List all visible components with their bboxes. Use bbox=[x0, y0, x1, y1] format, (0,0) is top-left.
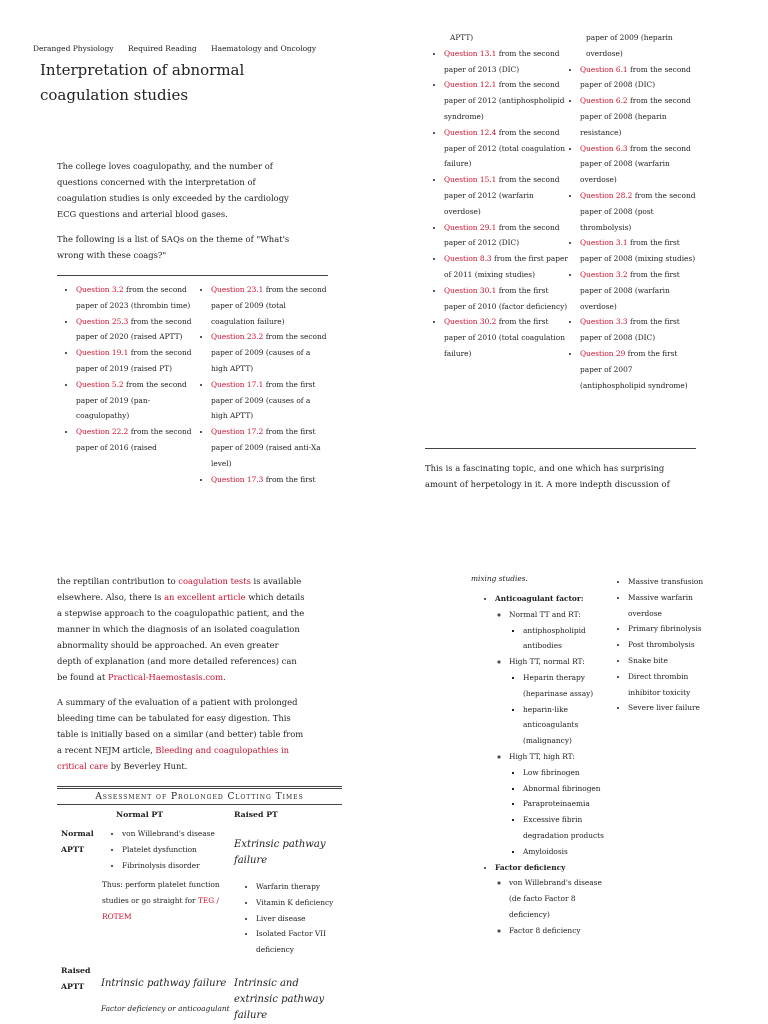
saq-question-link[interactable]: Question 25.3 bbox=[76, 316, 129, 326]
saq-list-item bbox=[211, 424, 327, 471]
list-item: • Direct thrombin inhibitor toxicity bbox=[628, 669, 714, 701]
intro-paragraph-2: The following is a list of SAQs on the theme of "What's wrong with these coags?" bbox=[57, 234, 290, 260]
saq-question-link[interactable]: Question 19.1 bbox=[76, 348, 129, 358]
saq-question-link[interactable]: Question 13.1 bbox=[444, 48, 497, 58]
saq-list-item bbox=[580, 346, 696, 393]
saq-question-desc: from the first paper of 2008 (DIC) bbox=[580, 317, 680, 343]
anticoagulant-factor-label: Anticoagulant factor: bbox=[495, 594, 584, 603]
table-header-normal-pt: Normal PT bbox=[116, 810, 164, 819]
saq-question-desc: from the second paper of 2012 (warfarin overdose) bbox=[444, 175, 560, 216]
saq-list-item bbox=[580, 141, 696, 188]
list-item: ▪ Heparin therapy (heparinase assay) bbox=[523, 670, 615, 702]
saq-list-item bbox=[76, 314, 200, 346]
saq-list-item bbox=[444, 172, 570, 219]
saq-question-link[interactable]: Question 6.3 bbox=[580, 143, 628, 153]
table-list-item: • Isolated Factor VII deficiency bbox=[256, 926, 344, 958]
saq-question-link[interactable]: Question 29.1 bbox=[444, 222, 497, 232]
saq-question-link[interactable]: Question 22.2 bbox=[76, 427, 129, 437]
saq-question-link[interactable]: Question 23.1 bbox=[211, 285, 264, 294]
list-item: • Snake bite bbox=[628, 653, 714, 669]
table-cell-raised-normal-title: Intrinsic pathway failure bbox=[101, 978, 227, 989]
breadcrumb-link-deranged-physiology[interactable]: Deranged Physiology bbox=[33, 44, 114, 53]
table-header-raised-pt: Raised PT bbox=[234, 810, 278, 819]
list-item: ▪ Paraproteinaemia bbox=[523, 796, 615, 812]
table-caption: Assessment of Prolonged Clotting Times bbox=[95, 792, 304, 802]
saq-list-item bbox=[76, 345, 200, 377]
saq-question-desc: from the first paper of 2008 (warfarin overdose) bbox=[580, 269, 680, 311]
table-list-item: • Liver disease bbox=[256, 911, 344, 927]
list-item: • Massive warfarin overdose bbox=[628, 590, 714, 622]
link-coagulation-tests[interactable]: coagulation tests bbox=[178, 576, 251, 586]
saq-question-desc: from the second paper of 2008 (heparin resistance) bbox=[580, 96, 691, 137]
link-teg-rotem[interactable]: TEG / ROTEM bbox=[102, 896, 220, 921]
saq-list-item bbox=[444, 125, 570, 172]
saq-question-desc: from the first paper of 2007 (antiphospholipid syndrome) bbox=[580, 348, 688, 390]
lower-paragraph-1: the reptilian contribution to coagulation tests is available elsewhere. Also, there is an excellent article which details a stepwise approach to the coagulopathic patient, and the manner in which the diagnosis of an isolated coagulation abnormality should be approached. An even greater depth of explanation (and more detailed references) can be found at Practical-Haemostasis.com. bbox=[57, 576, 305, 682]
saq-list-item bbox=[580, 188, 696, 235]
table-caption-rule bbox=[57, 804, 342, 805]
saq-question-link[interactable]: Question 12.1 bbox=[444, 80, 497, 90]
list-item: • Primary fibrinolysis bbox=[628, 621, 714, 637]
saq-question-link[interactable]: Question 6.2 bbox=[580, 96, 628, 106]
saq-question-desc: from the second paper of 2019 (pan-coagulopathy) bbox=[76, 379, 187, 421]
mixing-studies-text: mixing studies. bbox=[471, 574, 528, 583]
table-row-header-raised-aptt: Raised APTT bbox=[61, 966, 91, 991]
saq-list-item bbox=[444, 46, 570, 78]
saq-question-desc: from the first paper of 2011 (mixing studies) bbox=[444, 254, 568, 279]
saq-question-link[interactable]: Question 3.2 bbox=[76, 285, 124, 294]
intro-paragraph-1: The college loves coagulopathy, and the number of questions concerned with the interpretation of coagulation studies is only exceeded by the cardiology ECG questions and arterial blood gases. bbox=[57, 161, 289, 219]
divider bbox=[57, 275, 328, 276]
saq-question-link[interactable]: Question 28.2 bbox=[580, 190, 633, 200]
saq-question-desc: from the first paper of 2009 (raised anti-Xa level) bbox=[211, 427, 321, 468]
saq-question-desc: from the second paper of 2009 (causes of a high APTT) bbox=[211, 332, 327, 373]
saq-question-link[interactable]: Question 30.1 bbox=[444, 285, 497, 295]
table-cell-raised-raised-title: Intrinsic and extrinsic pathway failure bbox=[234, 978, 325, 1021]
breadcrumb bbox=[33, 44, 328, 53]
saq-question-desc: from the second paper of 2012 (total coagulation failure) bbox=[444, 127, 566, 169]
breadcrumb-link-haematology[interactable]: Haematology and Oncology bbox=[211, 44, 317, 53]
link-nejm-article[interactable]: Bleeding and coagulopathies in critical care bbox=[57, 745, 290, 771]
saq-question-desc: from the second paper of 2008 (post thrombolysis) bbox=[580, 190, 696, 232]
table-cell-normal-normal: • von Willebrand's disease • Platelet dysfunction • Fibrinolysis disorder Thus: perform platelet function studies or go straight for TEG / ROTEM bbox=[102, 826, 234, 925]
saq-list-item bbox=[444, 314, 570, 361]
saq-list-item bbox=[76, 377, 200, 424]
list-item: ▪ heparin-like anticoagulants (malignancy) bbox=[523, 702, 615, 749]
saq-question-desc: from the second paper of 2019 (raised PT) bbox=[76, 348, 192, 373]
list-item: ◦ von Willebrand's disease (de facto Factor 8 deficiency) bbox=[509, 875, 615, 922]
lower-paragraph-2: A summary of the evaluation of a patient with prolonged bleeding time can be tabulated for easy digestion. This table is initially based on a similar (and better) table from a recent NEJM article, Bleeding and coagulopathies in critical care by Beverley Hunt. bbox=[57, 697, 304, 771]
saq-list-item bbox=[76, 424, 200, 456]
saq-question-link[interactable]: Question 30.2 bbox=[444, 317, 497, 327]
saq-list-item bbox=[211, 377, 327, 424]
table-list-item: • Vitamin K deficiency bbox=[256, 895, 344, 911]
list-item: ▪ Amyloidosis bbox=[523, 844, 615, 860]
saq-question-desc: from the first paper of 2008 (mixing studies) bbox=[580, 238, 696, 264]
saq-question-link[interactable]: Question 15.1 bbox=[444, 175, 497, 185]
saq-question-link[interactable]: Question 3.2 bbox=[580, 269, 628, 279]
saq-question-link[interactable]: Question 17.1 bbox=[211, 379, 264, 389]
table-row-header-normal-aptt: Normal APTT bbox=[61, 829, 94, 854]
saq-question-link[interactable]: Question 23.2 bbox=[211, 332, 264, 342]
list-item: • Severe liver failure bbox=[628, 700, 714, 716]
divider bbox=[425, 448, 696, 449]
saq-list-item bbox=[444, 251, 570, 283]
saq-question-desc: from the first paper of 2009 (causes of a high APTT) bbox=[211, 379, 316, 421]
saq-question-desc: from the first paper of 2010 (factor deficiency) bbox=[444, 285, 568, 311]
saq-question-link[interactable]: Question 3.1 bbox=[580, 238, 628, 248]
list-item: ▪ Excessive fibrin degradation products bbox=[523, 812, 615, 844]
saq-question-link[interactable]: Question 5.2 bbox=[76, 379, 124, 389]
saq-question-link[interactable]: Question 3.3 bbox=[580, 317, 628, 327]
table-list-item: • Platelet dysfunction bbox=[122, 842, 234, 858]
saq-question-link[interactable]: Question 17.2 bbox=[211, 427, 264, 437]
saq-list-item bbox=[580, 235, 696, 267]
saq-list-item bbox=[76, 282, 200, 314]
table-list-item: • Warfarin therapy bbox=[256, 879, 344, 895]
saq-question-desc: from the second paper of 2009 (total coagulation failure) bbox=[211, 285, 327, 326]
saq-question-desc: from the second paper of 2008 (warfarin overdose) bbox=[580, 143, 691, 185]
saq-list-col1 bbox=[64, 282, 200, 456]
table-cell-raised-normal-note: Factor deficiency or anticoagulant bbox=[101, 1004, 230, 1013]
saq-list-col4: paper of 2009 (heparin overdose) • Question 6.1 from the second paper of 2008 (DIC) • Question 6.2 from the second paper of 2008 (heparin resistance) • Question 6.3 from the second paper of 2008 (warfarin overdose) • Question 28.2 from the second paper of 2008 (post thrombolysis) • Question 3.1 from the first paper of 2008 (mixing studies) • Question 3.2 from the first paper of 2008 (warfarin overdose) • Question 3.3 from the first paper of 2008 (DIC) • Question 29 from the first paper of 2007 (antiphospholipid syndrome) bbox=[568, 30, 696, 393]
saq-list-item bbox=[580, 62, 696, 94]
table-list-item: • Fibrinolysis disorder bbox=[122, 858, 234, 874]
saq-list-item bbox=[211, 282, 327, 329]
breadcrumb-link-required-reading[interactable]: Required Reading bbox=[127, 44, 197, 53]
list-item: ▪ antiphospholipid antibodies bbox=[523, 623, 615, 655]
link-practical-haemostasis[interactable]: Practical-Haemostasis.com bbox=[107, 672, 224, 682]
saq-list-item bbox=[211, 472, 327, 488]
table-cell-normal-raised-title: Extrinsic pathway failure bbox=[234, 839, 326, 866]
saq-question-desc: from the second paper of 2013 (DIC) bbox=[444, 48, 560, 74]
saq-list-item bbox=[444, 283, 570, 315]
saq-question-desc: from the second paper of 2020 (raised APTT) bbox=[76, 316, 192, 342]
saq-list-item bbox=[580, 314, 696, 346]
saq-list-item bbox=[211, 329, 327, 376]
saq-question-desc: from the second paper of 2023 (thrombin time) bbox=[76, 285, 191, 310]
saq-question-desc: from the second paper of 2012 (antiphospholipid syndrome) bbox=[444, 80, 565, 121]
list-item: ◦ Factor 8 deficiency bbox=[509, 923, 615, 939]
table-list-item: • von Willebrand's disease bbox=[122, 826, 234, 842]
factor-deficiency-label: Factor deficiency bbox=[495, 862, 566, 872]
list-item: • Post thrombolysis bbox=[628, 637, 714, 653]
list-item: • Massive transfusion bbox=[628, 574, 714, 590]
saq-question-desc: from the second paper of 2008 (DIC) bbox=[580, 64, 691, 90]
table-cell-normal-raised bbox=[244, 879, 344, 958]
list-item: ▪ Low fibrinogen bbox=[523, 765, 615, 781]
saq-list-item bbox=[444, 220, 570, 252]
page-title: Interpretation of abnormal coagulation studies bbox=[40, 61, 245, 104]
saq-list-col3: APTT) • Question 13.1 from the second paper of 2013 (DIC) • Question 12.1 from the second paper of 2012 (antiphospholipid syndrome) • Question 12.4 from the second paper of 2012 (total coagulation failure) • Question 15.1 from the second paper of 2012 (warfarin overdose) • Question 29.1 from the second paper of 2012 (DIC) • Question 8.3 from the first paper of 2011 (mixing studies) • Question 30.1 from the first paper of 2010 (factor deficiency) • Question 30.2 from the first paper of 2010 (total coagulation failure) bbox=[432, 30, 570, 362]
anticoagulant-list: • Anticoagulant factor: ◦ Normal TT and RT: ▪ antiphospholipid antibodies ◦ High TT, normal RT: ▪ Heparin therapy (heparinase assay) ▪ heparin-like anticoagulants (malignancy) ◦ High TT, high RT: ▪ Low fibrinogen ▪ Abnormal fibrinogen ▪ Paraproteinaemia ▪ Excessive fibrin degradation products ▪ Amyloidosis • Factor deficiency ◦ von Willebrand's disease (de facto Factor 8 deficiency) ◦ Factor 8 deficiency bbox=[481, 591, 615, 939]
saq-list-item bbox=[580, 93, 696, 140]
saq-question-link[interactable]: Question 29 bbox=[580, 348, 626, 358]
saq-question-desc: from the second paper of 2012 (DIC) bbox=[444, 222, 560, 248]
link-excellent-article[interactable]: an excellent article bbox=[164, 592, 246, 602]
list-item: ▪ Abnormal fibrinogen bbox=[523, 781, 615, 797]
saq-question-desc: from the second paper of 2016 (raised bbox=[76, 427, 192, 452]
saq-question-link[interactable]: Question 17.3 bbox=[211, 474, 264, 484]
saq-question-link[interactable]: Question 6.1 bbox=[580, 64, 628, 74]
saq-list-item bbox=[580, 267, 696, 314]
right-paragraph: This is a fascinating topic, and one which has surprising amount of herpetology in it. A more indepth discussion of bbox=[425, 463, 670, 489]
saq-question-link[interactable]: Question 8.3 bbox=[444, 254, 492, 264]
saq-list-item bbox=[444, 77, 570, 124]
saq-list-col2 bbox=[199, 282, 327, 487]
saq-question-desc: from the first paper of 2010 (total coagulation failure) bbox=[444, 317, 566, 358]
table-top-rule bbox=[57, 786, 342, 789]
saq-question-desc: from the first bbox=[263, 474, 316, 484]
far-right-list bbox=[614, 574, 714, 716]
saq-question-link[interactable]: Question 12.4 bbox=[444, 127, 497, 137]
